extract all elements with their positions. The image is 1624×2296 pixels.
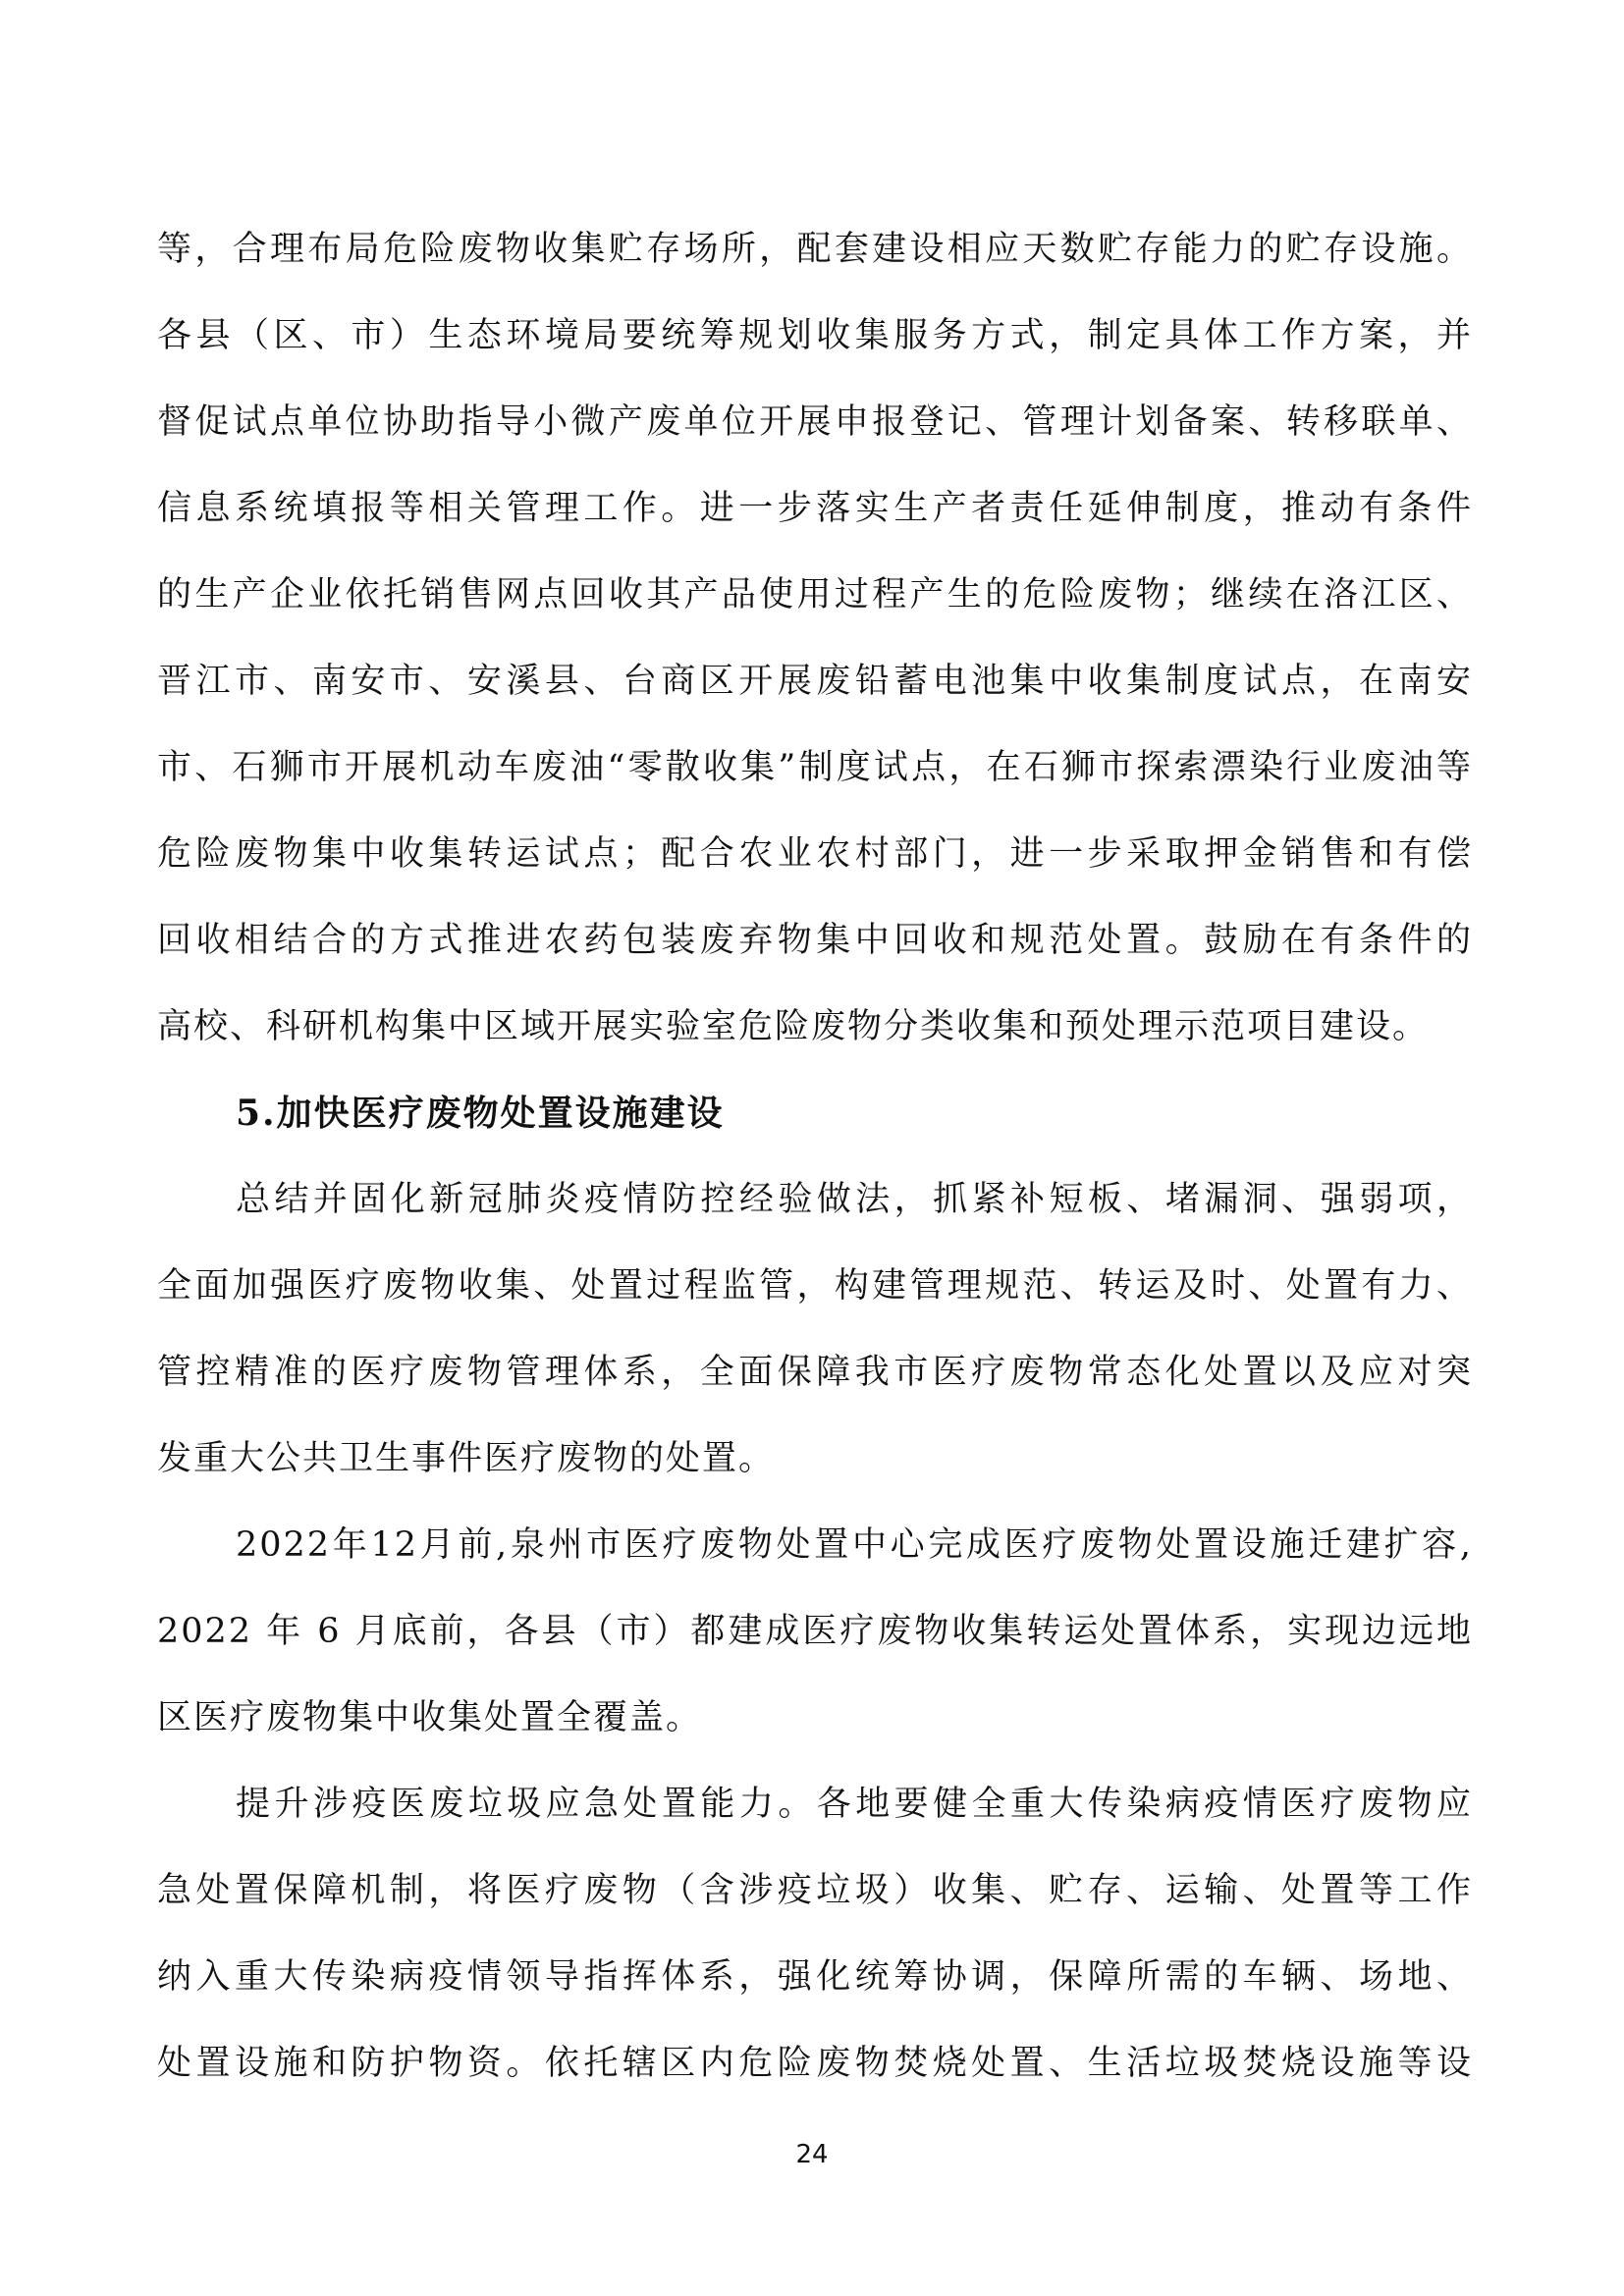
text-line: 急处置保障机制，将医疗废物（含涉疫垃圾）收集、贮存、运输、处置等工作 <box>157 1871 1473 1910</box>
text-line: 发重大公共卫生事件医疗废物的处置。 <box>157 1439 776 1478</box>
text-line: 信息系统填报等相关管理工作。进一步落实生产者责任延伸制度，推动有条件 <box>157 489 1473 528</box>
text-line: 回收相结合的方式推进农药包装废弃物集中回收和规范处置。鼓励在有条件的 <box>157 921 1473 960</box>
text-line: 高校、科研机构集中区域开展实验室危险废物分类收集和预处理示范项目建设。 <box>157 1007 1430 1046</box>
text-line: 的生产企业依托销售网点回收其产品使用过程产生的危险废物；继续在洛江区、 <box>157 575 1473 614</box>
text-line: 等，合理布局危险废物收集贮存场所，配套建设相应天数贮存能力的贮存设施。 <box>157 230 1473 269</box>
text-line: 督促试点单位协助指导小微产废单位开展申报登记、管理计划备案、转移联单、 <box>157 402 1473 442</box>
text-line: 市、石狮市开展机动车废油“零散收集”制度试点，在石狮市探索漂染行业废油等 <box>157 748 1473 787</box>
text-line: 区医疗废物集中收集处置全覆盖。 <box>157 1698 703 1737</box>
text-line: 晋江市、南安市、安溪县、台商区开展废铅蓄电池集中收集制度试点，在南安 <box>157 662 1473 701</box>
text-line: 各县（区、市）生态环境局要统筹规划收集服务方式，制定具体工作方案，并 <box>157 316 1473 355</box>
text-line: 提升涉疫医废垃圾应急处置能力。各地要健全重大传染病疫情医疗废物应 <box>236 1785 1473 1824</box>
text-line: 2022 年 6 月底前，各县（市）都建成医疗废物收集转运处置体系，实现边远地 <box>157 1612 1473 1651</box>
text-line: 危险废物集中收集转运试点；配合农业农村部门，进一步采取押金销售和有偿 <box>157 834 1473 874</box>
section-heading: 5.加快医疗废物处置设施建设 <box>236 1093 725 1134</box>
text-line: 2022年12月前,泉州市医疗废物处置中心完成医疗废物处置设施迁建扩容, <box>236 1525 1473 1565</box>
text-line: 管控精准的医疗废物管理体系，全面保障我市医疗废物常态化处置以及应对突 <box>157 1353 1473 1392</box>
text-line: 处置设施和防护物资。依托辖区内危险废物焚烧处置、生活垃圾焚烧设施等设 <box>157 2044 1473 2083</box>
document-body <box>157 206 1473 2107</box>
text-line: 总结并固化新冠肺炎疫情防控经验做法，抓紧补短板、堵漏洞、强弱项， <box>236 1180 1473 1219</box>
text-line: 全面加强医疗废物收集、处置过程监管，构建管理规范、转运及时、处置有力、 <box>157 1266 1473 1306</box>
text-line: 纳入重大传染病疫情领导指挥体系，强化统筹协调，保障所需的车辆、场地、 <box>157 1957 1473 1997</box>
page-number: 24 <box>795 2140 829 2169</box>
